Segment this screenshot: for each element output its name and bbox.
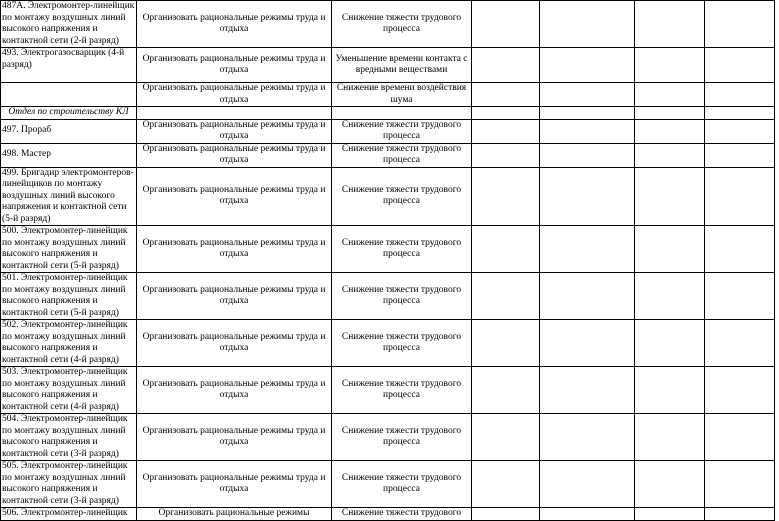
section-row (1, 107, 775, 120)
empty-cell (635, 119, 705, 143)
goal-cell: Снижение тяжести трудового процесса (332, 320, 472, 367)
empty-cell (472, 414, 540, 461)
empty-cell (635, 1, 705, 48)
empty-cell (472, 1, 540, 48)
empty-cell (472, 143, 540, 167)
table-row (1, 320, 775, 367)
empty-cell (635, 107, 705, 120)
goal-cell: Снижение тяжести трудового процесса (332, 414, 472, 461)
goal-cell: Снижение тяжести трудового процесса (332, 1, 472, 48)
empty-cell (635, 367, 705, 414)
empty-cell (540, 143, 635, 167)
goal-cell: Снижение тяжести трудового процесса (332, 461, 472, 508)
empty-cell (472, 320, 540, 367)
empty-cell (705, 1, 775, 48)
position-cell: 504. Электромонтер-линейщик по монтажу воздушных линий высокого напряжения и контактной сети (3-й разряд) (1, 414, 137, 461)
empty-cell (635, 143, 705, 167)
table-row (1, 143, 775, 167)
section-title: Отдел по строительству КЛ (1, 107, 137, 120)
empty-cell (635, 48, 705, 83)
position-cell (1, 83, 137, 107)
empty-cell (635, 461, 705, 508)
table-row (1, 119, 775, 143)
empty-cell (635, 226, 705, 273)
table-row (1, 83, 775, 107)
empty-cell (635, 508, 705, 521)
position-cell: 498. Мастер (1, 143, 137, 167)
empty-cell (472, 461, 540, 508)
goal-cell: Снижение тяжести трудового процесса (332, 167, 472, 226)
empty-cell (635, 320, 705, 367)
empty-cell (472, 508, 540, 521)
measure-cell: Организовать рациональные режимы труда и отдыха (137, 414, 332, 461)
empty-cell (705, 461, 775, 508)
measure-cell: Организовать рациональные режимы труда и отдыха (137, 461, 332, 508)
empty-cell (472, 226, 540, 273)
empty-cell (635, 167, 705, 226)
empty-cell (635, 414, 705, 461)
empty-cell (540, 461, 635, 508)
empty-cell (540, 119, 635, 143)
empty-cell (705, 48, 775, 83)
empty-cell (540, 414, 635, 461)
table-row (1, 367, 775, 414)
empty-cell (705, 320, 775, 367)
measure-cell: Организовать рациональные режимы труда и отдыха (137, 167, 332, 226)
position-cell: 505. Электромонтер-линейщик по монтажу воздушных линий высокого напряжения и контактной сети (3-й разряд) (1, 461, 137, 508)
empty-cell (540, 83, 635, 107)
table-row (1, 226, 775, 273)
empty-cell (705, 414, 775, 461)
empty-cell (705, 107, 775, 120)
empty-cell (540, 273, 635, 320)
empty-cell (705, 143, 775, 167)
empty-cell (472, 119, 540, 143)
empty-cell (635, 83, 705, 107)
goal-cell: Снижение тяжести трудового процесса (332, 226, 472, 273)
position-cell: 502. Электромонтер-линейщик по монтажу воздушных линий высокого напряжения и контактной сети (4-й разряд) (1, 320, 137, 367)
measure-cell: Организовать рациональные режимы труда и отдыха (137, 1, 332, 48)
empty-cell (705, 367, 775, 414)
empty-cell (540, 226, 635, 273)
empty-cell (540, 367, 635, 414)
table-row (1, 273, 775, 320)
empty-cell (472, 83, 540, 107)
measure-cell: Организовать рациональные режимы труда и отдыха (137, 143, 332, 167)
empty-cell (705, 119, 775, 143)
empty-cell (540, 508, 635, 521)
position-cell: 487А. Электромонтер-линейщик по монтажу воздушных линий высокого напряжения и контактной сети (2-й разряд) (1, 1, 137, 48)
empty-cell (540, 48, 635, 83)
empty-cell (472, 167, 540, 226)
empty-cell (705, 273, 775, 320)
goal-cell: Снижение тяжести трудового процесса (332, 273, 472, 320)
measure-cell: Организовать рациональные режимы труда и отдыха (137, 320, 332, 367)
measure-cell: Организовать рациональные режимы труда и отдыха (137, 119, 332, 143)
empty-cell (635, 273, 705, 320)
table-row (1, 414, 775, 461)
empty-cell (472, 48, 540, 83)
goal-cell: Уменьшение времени контакта с вредными веществами (332, 48, 472, 83)
empty-cell (472, 367, 540, 414)
measure-cell: Организовать рациональные режимы труда и отдыха (137, 83, 332, 107)
empty-cell (705, 83, 775, 107)
table-row (1, 1, 775, 48)
measure-cell: Организовать рациональные режимы труда и отдыха (137, 367, 332, 414)
empty-cell (705, 167, 775, 226)
table-row (1, 48, 775, 83)
empty-cell (705, 226, 775, 273)
goal-cell: Снижение тяжести трудового процесса (332, 143, 472, 167)
empty-cell (705, 508, 775, 521)
empty-cell (540, 107, 635, 120)
empty-cell (540, 320, 635, 367)
table-row (1, 461, 775, 508)
position-cell: 506. Электромонтер-линейщик (1, 508, 137, 521)
measure-cell: Организовать рациональные режимы труда и отдыха (137, 273, 332, 320)
empty-cell (332, 107, 472, 120)
goal-cell: Снижение тяжести трудового процесса (332, 119, 472, 143)
empty-cell (137, 107, 332, 120)
goal-cell: Снижение тяжести трудового (332, 508, 472, 521)
position-cell: 501. Электромонтер-линейщик по монтажу воздушных линий высокого напряжения и контактной сети (5-й разряд) (1, 273, 137, 320)
position-cell: 493. Электрогазосварщик (4-й разряд) (1, 48, 137, 83)
position-cell: 503. Электромонтер-линейщик по монтажу воздушных линий высокого напряжения и контактной сети (4-й разряд) (1, 367, 137, 414)
position-cell: 499. Бригадир электромонтеров-линейщиков по монтажу воздушных линий высокого напряжения и контактной сети (5-й разряд) (1, 167, 137, 226)
measure-cell: Организовать рациональные режимы труда и отдыха (137, 226, 332, 273)
table-row (1, 508, 775, 521)
table-row (1, 167, 775, 226)
empty-cell (472, 273, 540, 320)
empty-cell (540, 167, 635, 226)
table-body (1, 1, 775, 521)
measure-cell: Организовать рациональные режимы (137, 508, 332, 521)
position-cell: 497. Прораб (1, 119, 137, 143)
empty-cell (540, 1, 635, 48)
empty-cell (472, 107, 540, 120)
goal-cell: Снижение времени воздействия шума (332, 83, 472, 107)
goal-cell: Снижение тяжести трудового процесса (332, 367, 472, 414)
measure-cell: Организовать рациональные режимы труда и отдыха (137, 48, 332, 83)
position-cell: 500. Электромонтер-линейщик по монтажу воздушных линий высокого напряжения и контактной сети (5-й разряд) (1, 226, 137, 273)
